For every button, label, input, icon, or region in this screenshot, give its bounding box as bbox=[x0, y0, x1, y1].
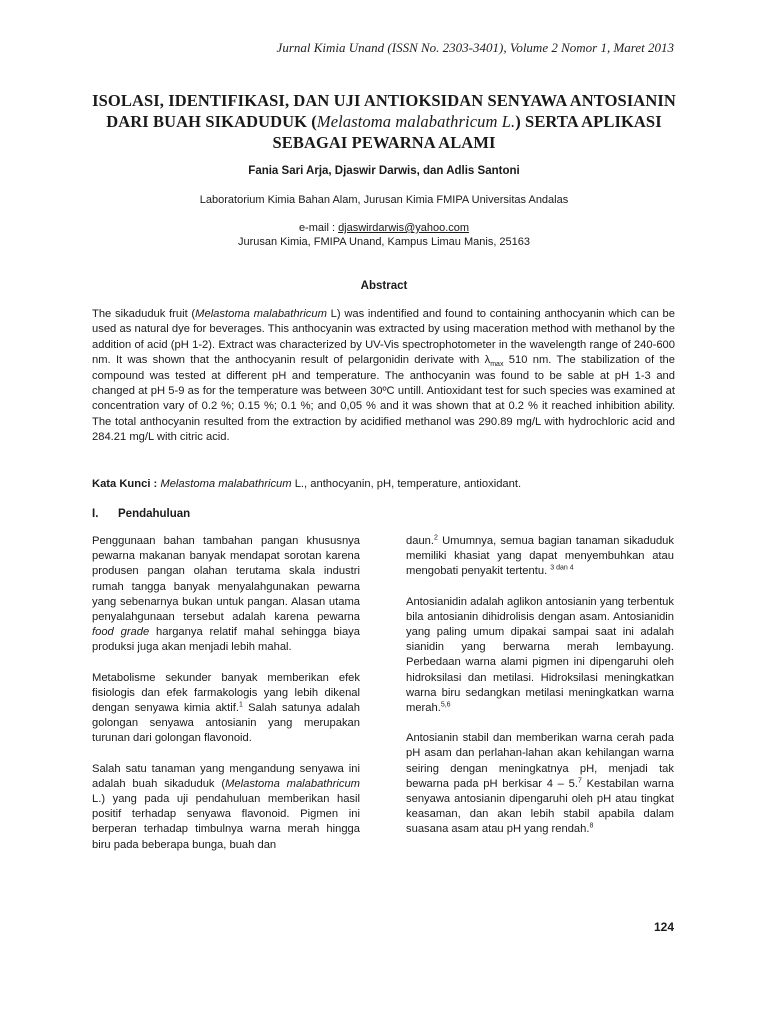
paragraph bbox=[406, 731, 674, 837]
title-species: Melastoma malabathricum L. bbox=[316, 112, 516, 131]
text-run: Salah satunya adalah golongan senyawa antosianin yang merupakan turunan dari golongan flavonoid. bbox=[92, 702, 361, 745]
citation-ref: 2 bbox=[434, 534, 438, 542]
text-run: Umumnya, semua bagian tanaman sikaduduk memiliki khasiat yang dapat menyembuhkan atau mengobati penyakit tertentu. bbox=[406, 535, 674, 578]
section-number: I. bbox=[92, 508, 99, 520]
text-run: L.) yang pada uji pendahuluan memberikan hasil positif terhadap senyawa flavonoid. Pigmen ini berperan terhadap timbulnya warna merah hingga biru pada beberapa bunga, buah dan bbox=[92, 793, 360, 851]
text-run: Kestabilan warna senyawa antosianin dipengaruhi oleh pH atau tingkat keasaman, dan akan lebih stabil apabila dalam suasana asam atau pH yang rendah. bbox=[406, 777, 674, 836]
paragraph bbox=[406, 595, 674, 717]
lambda-subscript: max bbox=[490, 361, 504, 369]
text-run: Antosianin stabil dan memberikan warna cerah pada pH asam dan perlahan-lahan akan kehilangan warna seiring dengan meningkatnya pH, menjadi tak bewarna pada pH berkisar 4 – 5. bbox=[406, 732, 674, 790]
food-grade-term: food grade bbox=[92, 626, 150, 639]
citation-ref: 7 bbox=[577, 777, 582, 785]
citation-ref: 3 dan 4 bbox=[550, 564, 574, 572]
journal-header: Jurnal Kimia Unand (ISSN No. 2303-3401), Volume 2 Nomor 1, Maret 2013 bbox=[276, 40, 674, 55]
paper-title bbox=[90, 90, 678, 153]
email-line bbox=[0, 222, 768, 234]
title-part-2: ) SERTA APLIKASI SEBAGAI PEWARNA ALAMI bbox=[272, 112, 662, 152]
email-link[interactable]: djaswirdarwis@yahoo.com bbox=[338, 222, 470, 234]
abstract-text-3: 510 nm. The stabilization of the compound was tested at different pH and temperature. The anthocyanin was found to be sable at pH 1-3 and changed at pH 5-9 as for the temperature was between 30ºC untill. Antioxidant test for such species was examined at concentration vary of 0.2 %; 0.15 %; 0.1 %; and 0,05 % and it was shown that at 0.2 % it reached inhibition ability. The total anthocyanin resulted from the extraction by acidified methanol was 290.89 mg/L with hydrochloric acid and 284.21 mg/L with citric acid. bbox=[92, 354, 675, 444]
text-run: Antosianidin adalah aglikon antosianin yang terbentuk bila antosianin dihidrolisis dengan asam. Antosianidin yang paling umum dipakai sampai saat ini adalah sianidin yang berwarna merah lembayung. Perbedaan warna alami pigmen ini dipengaruhi oleh hidroksilasi dan metilasi. Hidroksilasi meningkatkan warna biru sedangkan metilasi meningkatkan warna merah. bbox=[406, 595, 674, 715]
text-run: daun. bbox=[406, 535, 434, 547]
keywords-rest: L., anthocyanin, pH, temperature, antioxidant. bbox=[291, 478, 522, 490]
lambda-symbol: λ bbox=[484, 354, 491, 367]
authors: Fania Sari Arja, Djaswir Darwis, dan Adlis Santoni bbox=[248, 165, 520, 177]
paragraph bbox=[92, 671, 360, 747]
text-run: Salah satu tanaman yang mengandung senyawa ini adalah buah sikaduduk ( bbox=[92, 762, 360, 790]
paragraph bbox=[406, 534, 674, 580]
page-number: 124 bbox=[653, 920, 674, 934]
abstract-species: Melastoma malabathricum bbox=[195, 308, 327, 320]
text-run: Metabolisme sekunder banyak memberikan efek fisiologis dan efek farmakologis yang lebih dikenal dengan senyawa kimia aktif. bbox=[92, 671, 360, 715]
text-run: harganya relatif mahal sehingga biaya produksi juga akan menjadi lebih mahal. bbox=[92, 626, 360, 654]
abstract-text-2: L) was indentified and found to containing anthocyanin which can be used as natural dye for beverages. This anthocyanin was extracted by using maceration method with methanol by the addition of acid (pH 1-2). Extract was characterized by UV-Vis spectrophotometer in the wavelength range of 240-600 nm. It was shown that the anthocyanin result of pelargonidin derivate with bbox=[92, 308, 675, 367]
address: Jurusan Kimia, FMIPA Unand, Kampus Limau Manis, 25163 bbox=[237, 236, 531, 248]
affiliation: Laboratorium Kimia Bahan Alam, Jurusan Kimia FMIPA Universitas Andalas bbox=[199, 194, 569, 206]
paragraph bbox=[92, 762, 360, 853]
citation-ref: 1 bbox=[238, 701, 243, 709]
keywords-label: Kata Kunci : bbox=[92, 478, 161, 490]
species-name: Melastoma malabathricum bbox=[225, 777, 360, 790]
keywords-species: Melastoma malabathricum bbox=[160, 478, 292, 490]
abstract-text bbox=[92, 307, 675, 446]
section-title: Pendahuluan bbox=[118, 508, 191, 520]
title-part-1: ISOLASI, IDENTIFIKASI, DAN UJI ANTIOKSIDAN SENYAWA ANTOSIANIN DARI BUAH SIKADUDUK ( bbox=[92, 91, 676, 131]
paragraph bbox=[92, 534, 360, 656]
citation-ref: 8 bbox=[589, 822, 594, 830]
keywords bbox=[92, 478, 675, 490]
text-run: Penggunaan bahan tambahan pangan khususnya pewarna makanan banyak mendapat sorotan karena produsen pangan olahan terutama skala industri rumah tangga banyak menyalahgunakan pewarna yang sebenarnya bukan untuk pangan. Alasan utama penyalahgunaan tersebut adalah karena pewarna bbox=[92, 535, 360, 624]
right-column bbox=[406, 534, 674, 853]
abstract-text-1: The sikaduduk fruit ( bbox=[92, 308, 196, 320]
citation-ref: 5,6 bbox=[440, 701, 451, 709]
abstract-heading: Abstract bbox=[360, 280, 408, 292]
email-label: e-mail : bbox=[298, 222, 339, 234]
section-heading bbox=[92, 508, 190, 520]
left-column bbox=[92, 534, 360, 868]
